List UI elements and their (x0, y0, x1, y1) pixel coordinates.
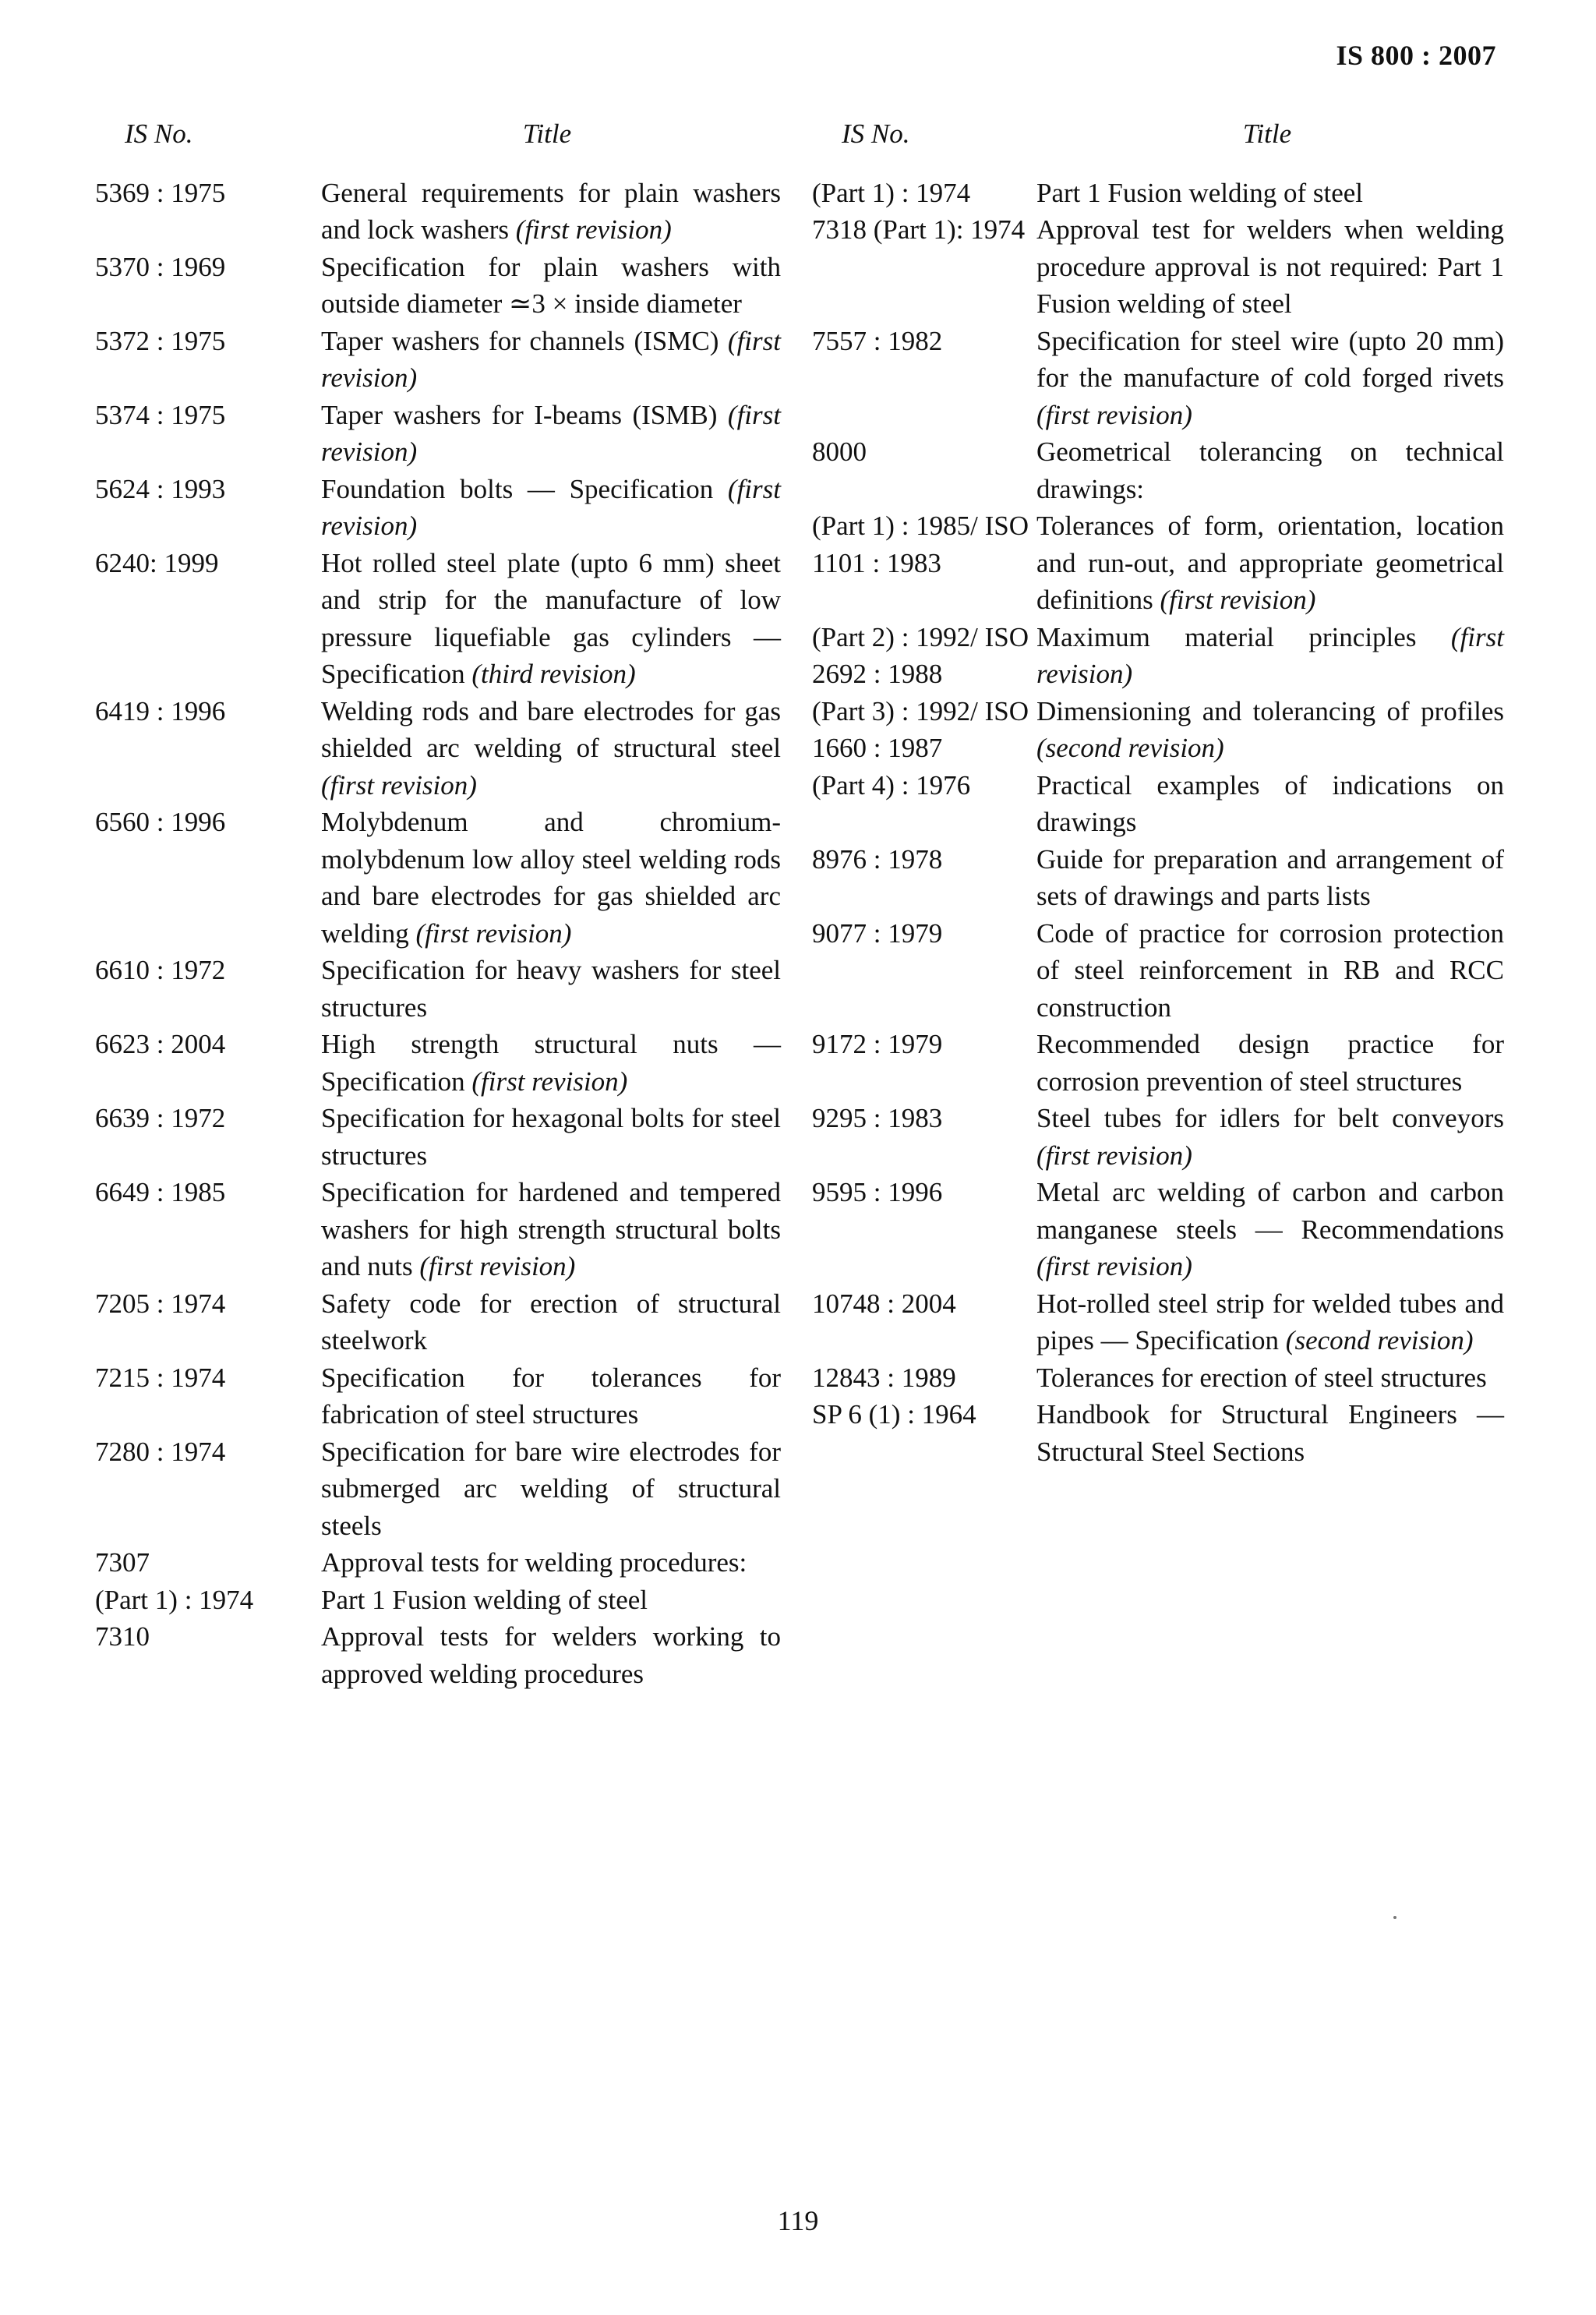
standard-number: 6419 : 1996 (95, 695, 226, 726)
title-text: Maximum material principles (1036, 621, 1451, 652)
standard-title (321, 804, 781, 952)
standard-entry (812, 841, 1504, 915)
standard-title (1036, 433, 1504, 507)
standard-number: 5624 : 1993 (95, 473, 226, 504)
standard-entry (812, 1026, 1504, 1100)
title-text: Molybdenum and chromium-molybdenum low alloy steel welding rods and bare electrodes for gas shielded arc welding (321, 807, 781, 949)
standard-entry (95, 1544, 781, 1582)
standard-number: 7215 : 1974 (95, 1362, 226, 1393)
title-text: Guide for preparation and arrangement of sets of drawings and parts lists (1036, 843, 1504, 911)
standard-title (1036, 507, 1504, 619)
isno-heading: IS No. (842, 118, 910, 149)
standard-entry (812, 1396, 1504, 1470)
standard-number: 9077 : 1979 (812, 917, 943, 949)
standard-number: 7205 : 1974 (95, 1288, 226, 1319)
standard-number: (Part 2) : 1992/ ISO 2692 : 1988 (812, 621, 1029, 689)
title-text: Taper washers for channels (ISMC) (321, 325, 728, 356)
title-heading: Title (522, 118, 572, 149)
standard-entry (95, 545, 781, 693)
title-text: Approval tests for welders working to approved welding procedures (321, 1621, 781, 1689)
standard-title (321, 397, 781, 471)
standard-title (1036, 175, 1504, 212)
standard-number: 5370 : 1969 (95, 251, 226, 282)
standard-title (1036, 841, 1504, 915)
title-text: Geometrical tolerancing on technical drawings: (1036, 436, 1504, 504)
revision-note: (first revision) (321, 769, 477, 801)
standard-number: 7557 : 1982 (812, 325, 943, 356)
title-heading: Title (1242, 118, 1292, 149)
title-text: Specification for hardened and tempered washers for high strength structural bolts and nuts (321, 1177, 781, 1281)
right-column-header (812, 115, 1504, 153)
standard-number: 5374 : 1975 (95, 399, 226, 430)
title-text: Recommended design practice for corrosion prevention of steel structures (1036, 1029, 1504, 1097)
standard-entry (812, 915, 1504, 1027)
standard-entry (812, 619, 1504, 693)
standard-entry (95, 1359, 781, 1433)
standard-number: SP 6 (1) : 1964 (812, 1399, 976, 1430)
standard-title (1036, 1174, 1504, 1285)
revision-note: (first revision) (415, 917, 572, 949)
right-column (812, 115, 1504, 1470)
standard-number: 6623 : 2004 (95, 1029, 226, 1059)
standard-title (321, 1026, 781, 1100)
standard-entry (95, 1582, 781, 1619)
standard-title (321, 1174, 781, 1285)
standard-number: 6560 : 1996 (95, 807, 226, 837)
standard-number: (Part 1) : 1974 (95, 1584, 254, 1615)
standard-entry (95, 1433, 781, 1545)
title-text: Tolerances for erection of steel structures (1036, 1362, 1487, 1393)
standard-number: 9295 : 1983 (812, 1103, 943, 1133)
revision-note: (first revision) (1036, 621, 1504, 689)
standard-entry (812, 1359, 1504, 1397)
standard-number: (Part 3) : 1992/ ISO 1660 : 1987 (812, 695, 1029, 763)
standard-entry (812, 211, 1504, 323)
standard-title (1036, 1396, 1504, 1470)
title-text: Approval tests for welding procedures: (321, 1547, 747, 1578)
standard-header: IS 800 : 2007 (1336, 40, 1496, 71)
standard-number: (Part 4) : 1976 (812, 769, 971, 801)
standard-title (321, 1359, 781, 1433)
revision-note: (first revision) (1036, 1251, 1192, 1281)
title-text: Specification for plain washers with outside diameter ≃3 × inside diameter (321, 251, 781, 319)
left-column (95, 115, 781, 1692)
revision-note: (second revision) (1036, 733, 1224, 763)
standard-number: 7310 (95, 1621, 150, 1652)
standard-title (321, 471, 781, 545)
standard-title (321, 1618, 781, 1692)
left-column-header (95, 115, 781, 153)
standard-title (321, 693, 781, 804)
title-text: General requirements for plain washers and lock washers (321, 177, 781, 245)
standard-number: 7280 : 1974 (95, 1436, 226, 1467)
standard-title (1036, 211, 1504, 323)
standard-entry (95, 1174, 781, 1285)
standard-entry (95, 1285, 781, 1359)
standard-entry (812, 175, 1504, 212)
standard-number: 10748 : 2004 (812, 1288, 956, 1319)
standard-title (1036, 1285, 1504, 1359)
standard-title (321, 175, 781, 249)
standard-entry (95, 804, 781, 952)
standard-entry (812, 767, 1504, 841)
standard-number: 8976 : 1978 (812, 843, 943, 875)
revision-note: (third revision) (471, 659, 636, 689)
title-text: Foundation bolts — Specification (321, 473, 728, 504)
standard-entry (95, 1026, 781, 1100)
revision-note: (first revision) (419, 1251, 576, 1281)
standard-entry (812, 1174, 1504, 1285)
title-text: Metal arc welding of carbon and carbon manganese steels — Recommendations (1036, 1177, 1504, 1245)
title-text: Dimensioning and tolerancing of profiles (1036, 695, 1504, 726)
standard-number: 6240: 1999 (95, 547, 219, 578)
title-text: Tolerances of form, orientation, location and run-out, and appropriate geometrical definitions (1036, 511, 1504, 615)
revision-note: (first revision) (321, 473, 781, 541)
standard-entry (812, 507, 1504, 619)
standard-title (321, 249, 781, 323)
revision-note: (first revision) (321, 399, 781, 467)
standard-entry (95, 693, 781, 804)
standard-title (321, 1544, 781, 1582)
standard-number: 7318 (Part 1): 1974 (812, 214, 1026, 245)
standard-title (321, 1100, 781, 1174)
title-text: Specification for tolerances for fabrication of steel structures (321, 1362, 781, 1430)
standard-title (1036, 1359, 1504, 1397)
revision-note: (first revision) (515, 214, 672, 245)
standard-number: (Part 1) : 1974 (812, 177, 971, 208)
left-entry-list (95, 175, 781, 1693)
revision-note: (first revision) (1160, 585, 1316, 615)
title-text: Taper washers for I-beams (ISMB) (321, 399, 728, 430)
title-text: Part 1 Fusion welding of steel (321, 1584, 648, 1615)
title-text: Specification for hexagonal bolts for steel structures (321, 1103, 781, 1171)
revision-note: (second revision) (1285, 1325, 1474, 1355)
title-text: Handbook for Structural Engineers — Structural Steel Sections (1036, 1399, 1504, 1467)
standard-entry (95, 175, 781, 249)
standard-title (1036, 767, 1504, 841)
scan-speck (1393, 1916, 1396, 1919)
standard-title (1036, 323, 1504, 434)
standard-title (321, 1582, 781, 1619)
title-text: Hot-rolled steel strip for welded tubes and pipes — Specification (1036, 1288, 1504, 1355)
standard-entry (812, 433, 1504, 507)
revision-note: (first revision) (1036, 1140, 1192, 1171)
title-text: Code of practice for corrosion protection of steel reinforcement in RB and RCC construction (1036, 917, 1504, 1023)
standard-title (321, 1285, 781, 1359)
title-text: Welding rods and bare electrodes for gas shielded arc welding of structural steel (321, 695, 781, 763)
title-text: Specification for heavy washers for steel structures (321, 955, 781, 1023)
standard-title (1036, 619, 1504, 693)
title-text: Safety code for erection of structural steelwork (321, 1288, 781, 1355)
standard-entry (95, 1618, 781, 1692)
right-entry-list (812, 175, 1504, 1471)
standard-number: 6610 : 1972 (95, 955, 226, 985)
standard-number: 7307 (95, 1547, 150, 1578)
standard-title (321, 952, 781, 1026)
standard-entry (95, 249, 781, 323)
title-text: High strength structural nuts — Specification (321, 1029, 781, 1097)
revision-note: (first revision) (471, 1066, 628, 1097)
standard-title (321, 323, 781, 397)
standard-title (1036, 1100, 1504, 1174)
standard-number: 6649 : 1985 (95, 1177, 226, 1207)
standard-entry (95, 471, 781, 545)
standard-title (1036, 915, 1504, 1027)
standard-entry (812, 1285, 1504, 1359)
standard-entry (812, 693, 1504, 767)
standard-number: 9172 : 1979 (812, 1029, 943, 1059)
standard-title (321, 1433, 781, 1545)
standard-number: 12843 : 1989 (812, 1362, 956, 1393)
title-text: Specification for bare wire electrodes for submerged arc welding of structural steels (321, 1436, 781, 1541)
standard-number: 5372 : 1975 (95, 325, 226, 356)
standard-title (1036, 1026, 1504, 1100)
standard-number: 8000 (812, 436, 867, 467)
standard-entry (95, 323, 781, 397)
standard-entry (812, 1100, 1504, 1174)
title-text: Practical examples of indications on drawings (1036, 769, 1504, 837)
revision-note: (first revision) (321, 325, 781, 393)
standard-title (321, 545, 781, 693)
title-text: Approval test for welders when welding procedure approval is not required: Part 1 Fusion welding of steel (1036, 214, 1504, 319)
revision-note: (first revision) (1036, 399, 1192, 430)
page-number: 119 (777, 2205, 819, 2236)
standard-title (1036, 693, 1504, 767)
standard-entry (95, 952, 781, 1026)
isno-heading: IS No. (125, 118, 193, 149)
standard-number: 5369 : 1975 (95, 177, 226, 208)
title-text: Specification for steel wire (upto 20 mm) for the manufacture of cold forged rivets (1036, 325, 1504, 393)
title-text: Steel tubes for idlers for belt conveyors (1036, 1103, 1504, 1133)
standard-number: 9595 : 1996 (812, 1177, 943, 1207)
standard-entry (812, 323, 1504, 434)
standard-entry (95, 397, 781, 471)
standard-number: 6639 : 1972 (95, 1103, 226, 1133)
standard-number: (Part 1) : 1985/ ISO 1101 : 1983 (812, 511, 1029, 578)
title-text: Hot rolled steel plate (upto 6 mm) sheet and strip for the manufacture of low pressure liquefiable gas cylinders — Specification (321, 547, 781, 689)
standard-entry (95, 1100, 781, 1174)
title-text: Part 1 Fusion welding of steel (1036, 177, 1363, 208)
